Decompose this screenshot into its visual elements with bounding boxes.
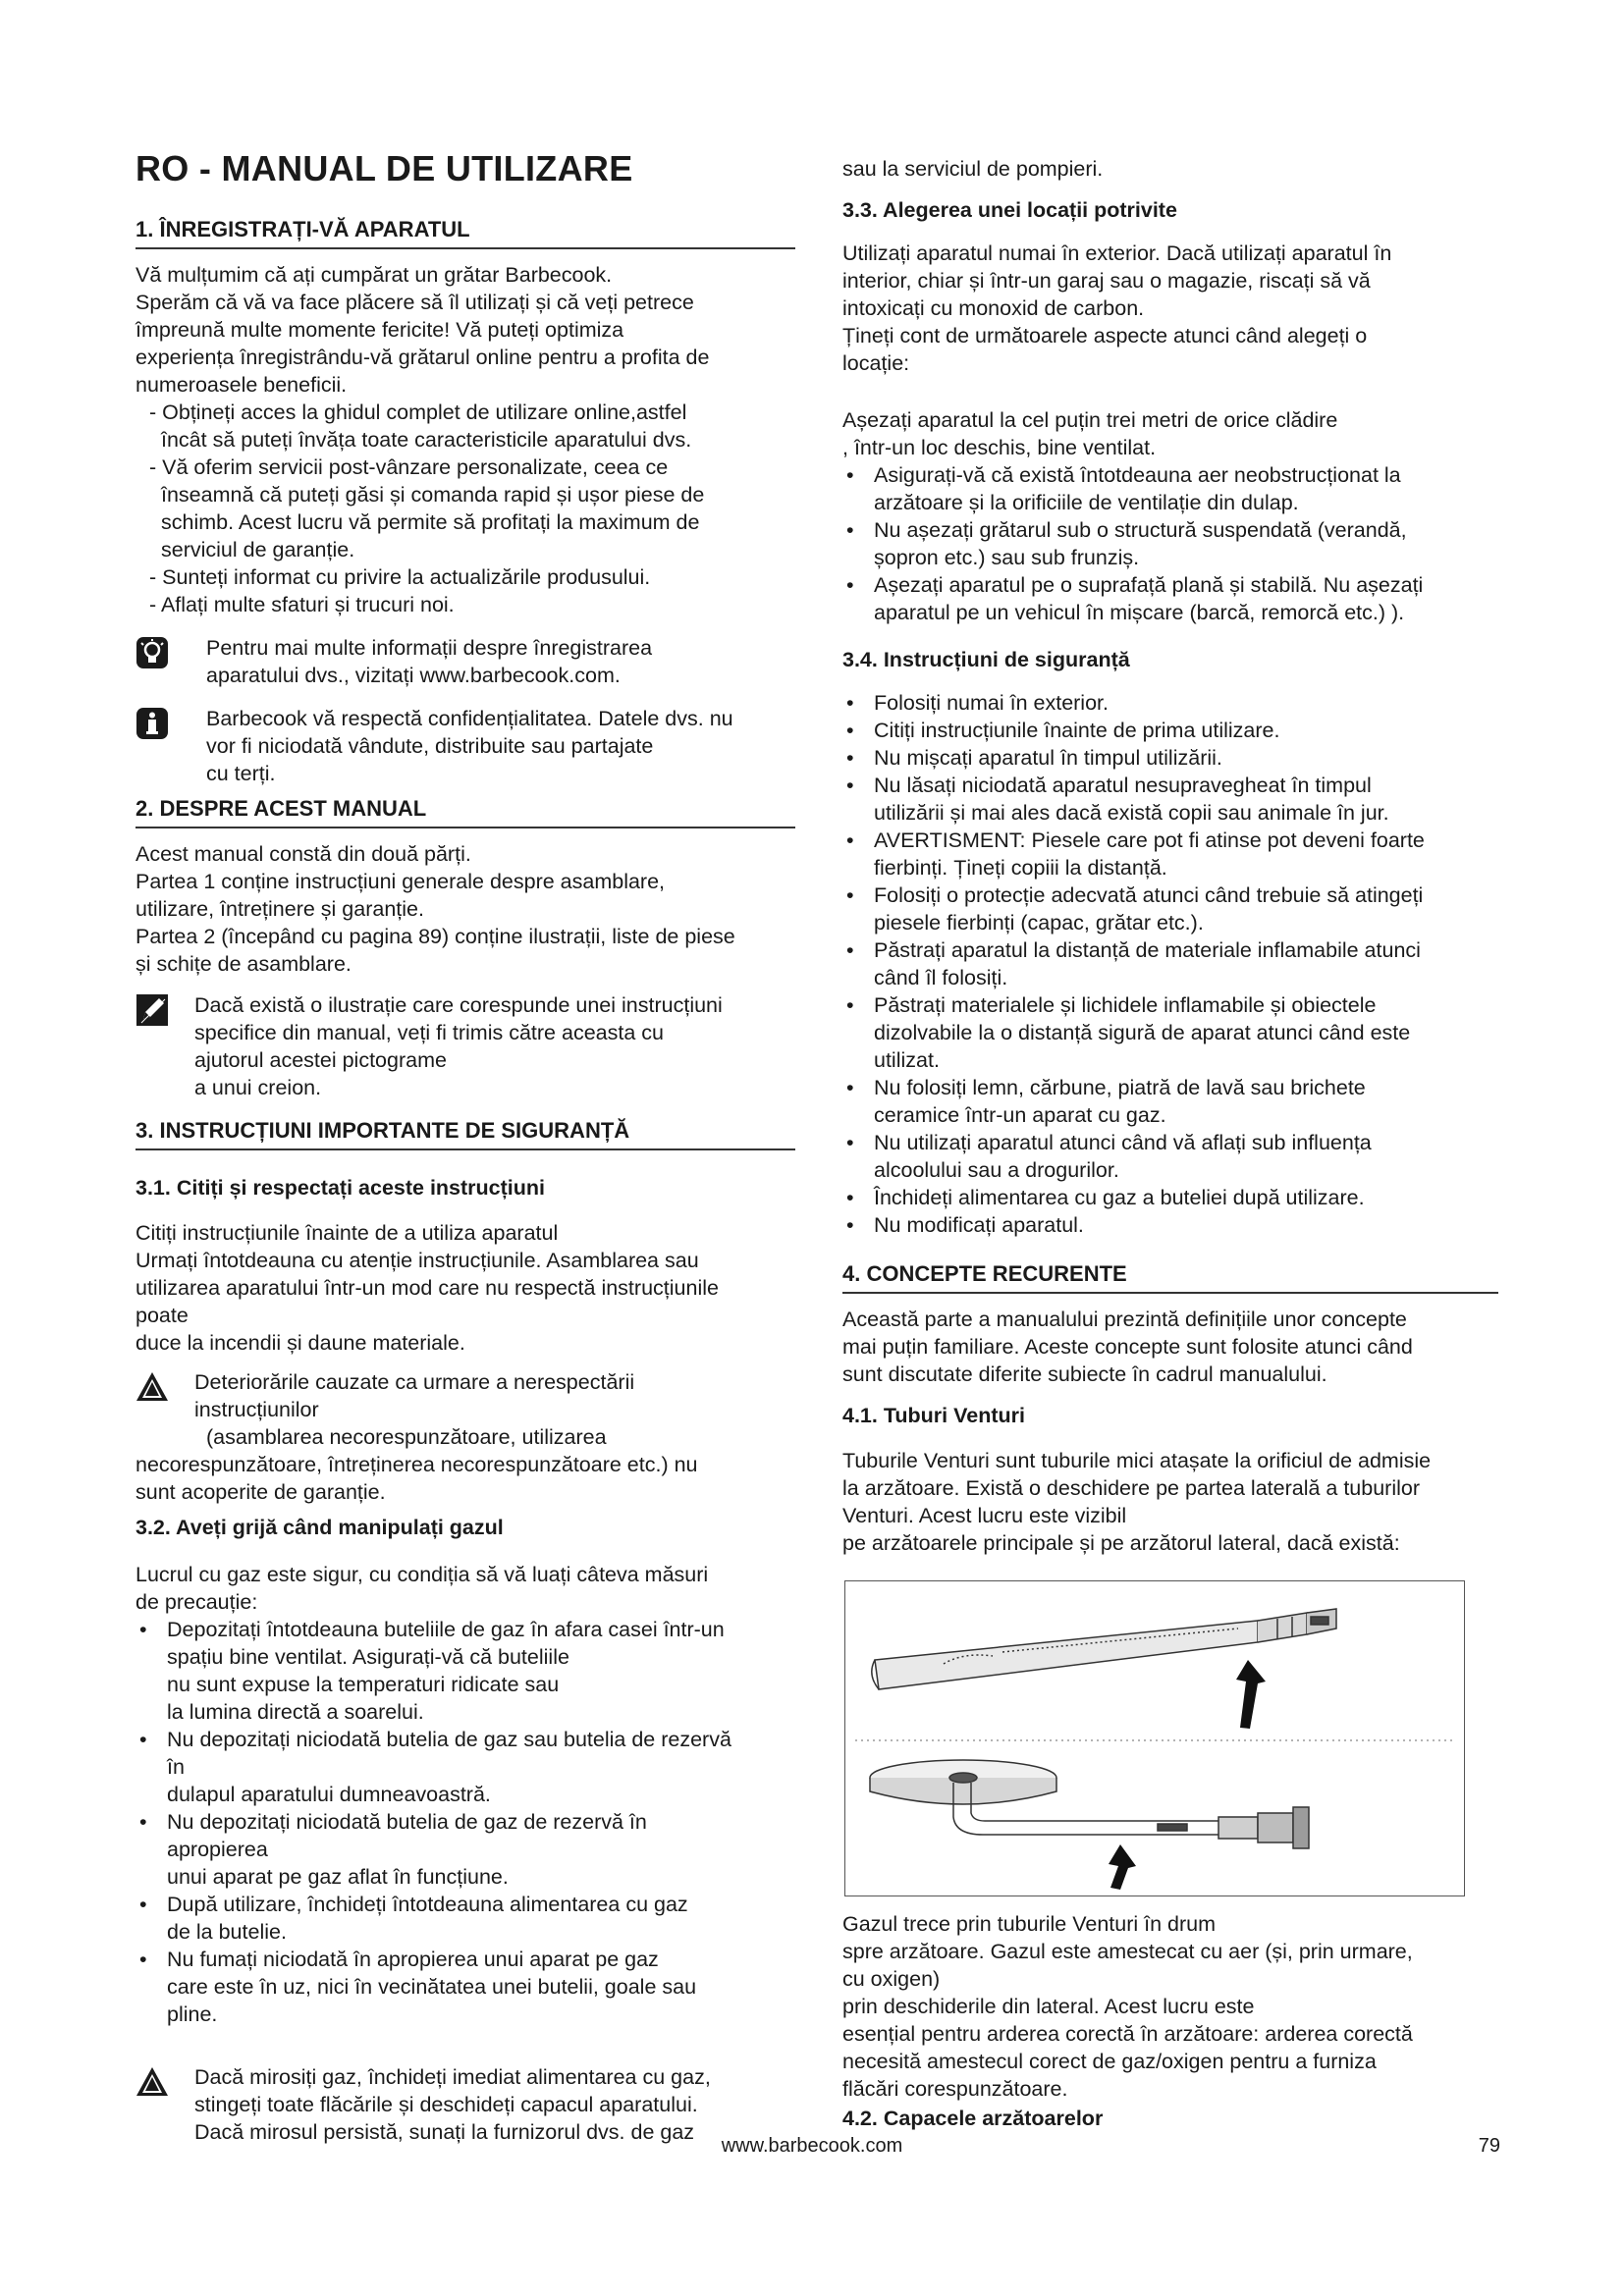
info-icon — [135, 707, 169, 740]
list-item: • Păstrați materialele și lichidele inflamabile și obiectele dizolvabile la o distanță sigură de aparat atunci când este utilizat. — [842, 991, 1498, 1074]
list-item: • După utilizare, închideți întotdeauna alimentarea cu gaz de la butelie. — [135, 1891, 795, 1946]
continued-text: sau la serviciul de pompieri. — [842, 157, 1104, 181]
gas-handling-list — [135, 1616, 795, 2028]
lightbulb-icon — [135, 636, 169, 669]
list-item: • Folosiți o protecție adecvată atunci când trebuie să atingeți piesele fierbinți (capac, grătar etc.). — [842, 881, 1498, 936]
section-3-2-heading: 3.2. Aveți grijă când manipulați gazul — [135, 1516, 504, 1539]
list-item: • Depozitați întotdeauna buteliile de gaz în afara casei într-un spațiu bine ventilat. Asigurați-vă că buteliile nu sunt expuse la temperaturi ridicate sau la lumina directă a soarelui. — [135, 1616, 795, 1726]
list-item: • Păstrați aparatul la distanță de materiale inflamabile atunci când îl folosiți. — [842, 936, 1498, 991]
section-3-1-heading: 3.1. Citiți și respectați aceste instrucțiuni — [135, 1176, 546, 1200]
section-4-2-heading: 4.2. Capacele arzătoarelor — [842, 2107, 1104, 2130]
section-4-heading: 4. CONCEPTE RECURENTE — [842, 1260, 1498, 1294]
list-item: • Nu mișcați aparatul în timpul utilizării. — [842, 744, 1498, 772]
list-item: • Așezați aparatul pe o suprafață plană și stabilă. Nu așezați aparatul pe un vehicul în mișcare (barcă, remorcă etc.) ). — [842, 571, 1498, 626]
arrow-icon — [1236, 1660, 1266, 1729]
list-item: • Folosiți numai în exterior. — [842, 689, 1498, 717]
list-item: • Nu modificați aparatul. — [842, 1211, 1498, 1239]
section-3-heading: 3. INSTRUCȚIUNI IMPORTANTE DE SIGURANȚĂ — [135, 1117, 795, 1150]
list-item: • Nu fumați niciodată în apropierea unui aparat pe gaz care este în uz, nici în vecinătatea unei butelii, goale sau pline. — [135, 1946, 795, 2028]
page-title: RO - MANUAL DE UTILIZARE — [135, 148, 633, 188]
section-3-1-body: Citiți instrucțiunile înainte de a utiliza aparatul Urmați întotdeauna cu atenție instrucțiunile. Asamblarea sau utilizarea aparatului într-un mod care nu respectă instrucțiunile poate duce la incendii și daune materiale. — [135, 1221, 719, 1355]
venturi-tubes-drawing — [845, 1581, 1464, 1896]
list-item: • Închideți alimentarea cu gaz a buteliei după utilizare. — [842, 1184, 1498, 1211]
warranty-warning: Deteriorările cauzate ca urmare a nerespectării instrucțiunilor (asamblarea necorespunzătoare, utilizarea — [135, 1368, 795, 1451]
pencil-note: Dacă există o ilustrație care corespunde unei instrucțiuni specifice din manual, veți fi trimis către aceasta cu ajutorul acestei pictograme a unui creion. — [135, 991, 795, 1101]
section-3-4-heading: 3.4. Instrucțiuni de siguranță — [842, 648, 1130, 671]
section-3-2-body: Lucrul cu gaz este sigur, cu condiția să vă luați câteva măsuri de precauție: • Depozitați întotdeauna buteliile de gaz în afara casei într-un spațiu bine ventilat. Asigurați-vă că buteliile nu sunt expuse la temperaturi ridicate sau la lumina directă a soarelui. • Nu depozitați niciodată butelia de gaz sau butelia de rezervă în dulapul aparatului dumneavoastră. • Nu depozitați niciodată butelia de gaz de rezervă în apropierea unui aparat pe gaz aflat în funcțiune. • După utilizare, închideți întotdeauna alimentarea cu gaz de la butelie. • Nu fumați niciodată în apropierea unui aparat pe gaz care este în uz, nici în vecinătatea unei butelii, goale sau pline. — [135, 1561, 795, 2028]
section-1-heading: 1. ÎNREGISTRAȚI-VĂ APARATUL — [135, 216, 795, 249]
page-number: 79 — [1478, 2135, 1500, 2157]
warranty-warning-tail: necorespunzătoare, întreținerea necorespunzătoare etc.) nu sunt acoperite de garanție. — [135, 1453, 698, 1504]
section-4-1-after: Gazul trece prin tuburile Venturi în drum spre arzătoare. Gazul este amestecat cu aer (și, prin urmare, cu oxigen) prin deschiderile din lateral. Acest lucru este esențial pentru arderea corectă în arzătoare: arderea corectă necesită amestecul corect de gaz/oxigen pentru a furniza flăcări corespunzătoare. — [842, 1912, 1413, 2101]
location-list — [842, 461, 1498, 626]
list-item: • Asigurați-vă că există întotdeauna aer neobstrucționat la arzătoare și la orificiile de ventilație din dulap. — [842, 461, 1498, 516]
list-item: • Citiți instrucțiunile înainte de prima utilizare. — [842, 717, 1498, 744]
section-3-3-heading: 3.3. Alegerea unei locații potrivite — [842, 198, 1177, 222]
privacy-note: Barbecook vă respectă confidențialitatea. Datele dvs. nu vor fi niciodată vândute, distribuite sau partajate cu terți. — [135, 705, 795, 787]
safety-list — [842, 689, 1498, 1239]
pencil-icon — [135, 993, 169, 1027]
list-item: • Nu depozitați niciodată butelia de gaz sau butelia de rezervă în dulapul aparatului dumneavoastră. — [135, 1726, 795, 1808]
venturi-illustration — [844, 1580, 1465, 1896]
warning-icon — [135, 2065, 169, 2099]
section-4-body: Această parte a manualului prezintă definițiile unor concepte mai puțin familiare. Aceste concepte sunt folosite atunci când sunt discutate diferite subiecte în cadrul manualului. — [842, 1308, 1413, 1386]
side-burner — [870, 1760, 1309, 1848]
warning-icon — [135, 1370, 169, 1404]
section-4-1-heading: 4.1. Tuburi Venturi — [842, 1404, 1025, 1427]
section-2-body: Acest manual constă din două părți. Partea 1 conține instrucțiuni generale despre asamblare, utilizare, întreținere și garanție. Partea 2 (începând cu pagina 89) conține ilustrații, liste de piese și schițe de asamblare. — [135, 842, 735, 976]
list-item: • Nu așezați grătarul sub o structură suspendată (verandă, șopron etc.) sau sub frunziș. — [842, 516, 1498, 571]
main-burner-tube — [872, 1609, 1336, 1689]
section-2-heading: 2. DESPRE ACEST MANUAL — [135, 795, 795, 828]
section-4-1-body: Tuburile Venturi sunt tuburile mici atașate la orificiul de admisie la arzătoare. Există o deschidere pe partea laterală a tuburilor Venturi. Acest lucru este vizibil pe arzătoarele principale și pe arzătorul lateral, dacă există: — [842, 1449, 1432, 1555]
gas-smell-warning: Dacă mirosiți gaz, închideți imediat alimentarea cu gaz, stingeți toate flăcările și deschideți capacul aparatului. Dacă mirosul persistă, sunați la furnizorul dvs. de gaz — [135, 2063, 795, 2146]
section-3-4-body — [842, 689, 1498, 1239]
section-3-3-body: Utilizați aparatul numai în exterior. Dacă utilizați aparatul în interior, chiar și într-un garaj sau o magazie, riscați să vă intoxicați cu monoxid de carbon. Țineți cont de următoarele aspecte atunci când alegeți o locație: — [842, 241, 1392, 375]
section-1-intro: Vă mulțumim că ați cumpărat un grătar Barbecook. Sperăm că vă va face plăcere să îl utilizați și că veți petrece împreună multe momente fericite! Vă puteți optimiza experiența înregistrându-vă grătarul online pentru a profita de numeroasele beneficii. - Obțineți acces la ghidul complet de utilizare online,astfel încât să puteți învăța toate caracteristicile aparatului dvs. - Vă oferim servicii post-vânzare personalizate, ceea ce înseamnă că puteți găsi și comanda rapid și ușor piese de schimb. Acest lucru vă permite să profitați la maximum de serviciul de garanție. - Sunteți informat cu privire la actualizările produsului. - Aflați multe sfaturi și trucuri noi. — [135, 263, 710, 616]
list-item: • Nu depozitați niciodată butelia de gaz de rezervă în apropierea unui aparat pe gaz aflat în funcțiune. — [135, 1808, 795, 1891]
registration-note: Pentru mai multe informații despre înregistrarea aparatului dvs., vizitați www.barbecook.com. — [135, 634, 795, 689]
list-item: • Nu lăsați niciodată aparatul nesupravegheat în timpul utilizării și mai ales dacă există copii sau animale în jur. — [842, 772, 1498, 827]
list-item: • Nu folosiți lemn, cărbune, piatră de lavă sau brichete ceramice într-un aparat cu gaz. — [842, 1074, 1498, 1129]
section-3-3-location: Așezați aparatul la cel puțin trei metri de orice clădire , într-un loc deschis, bine ventilat. • Asigurați-vă că există întotdeauna aer neobstrucționat la arzătoare și la orificiile de ventilație din dulap. • Nu așezați grătarul sub o structură suspendată (verandă, șopron etc.) sau sub frunziș. • Așezați aparatul pe o suprafață plană și stabilă. Nu așezați aparatul pe un vehicul în mișcare (barcă, remorcă etc.) ). — [842, 406, 1498, 626]
list-item: • Nu utilizați aparatul atunci când vă aflați sub influența alcoolului sau a drogurilor. — [842, 1129, 1498, 1184]
footer-url[interactable]: www.barbecook.com — [721, 2135, 903, 2157]
list-item: • AVERTISMENT: Piesele care pot fi atinse pot deveni foarte fierbinți. Țineți copiii la distanță. — [842, 827, 1498, 881]
arrow-icon — [1109, 1844, 1136, 1890]
